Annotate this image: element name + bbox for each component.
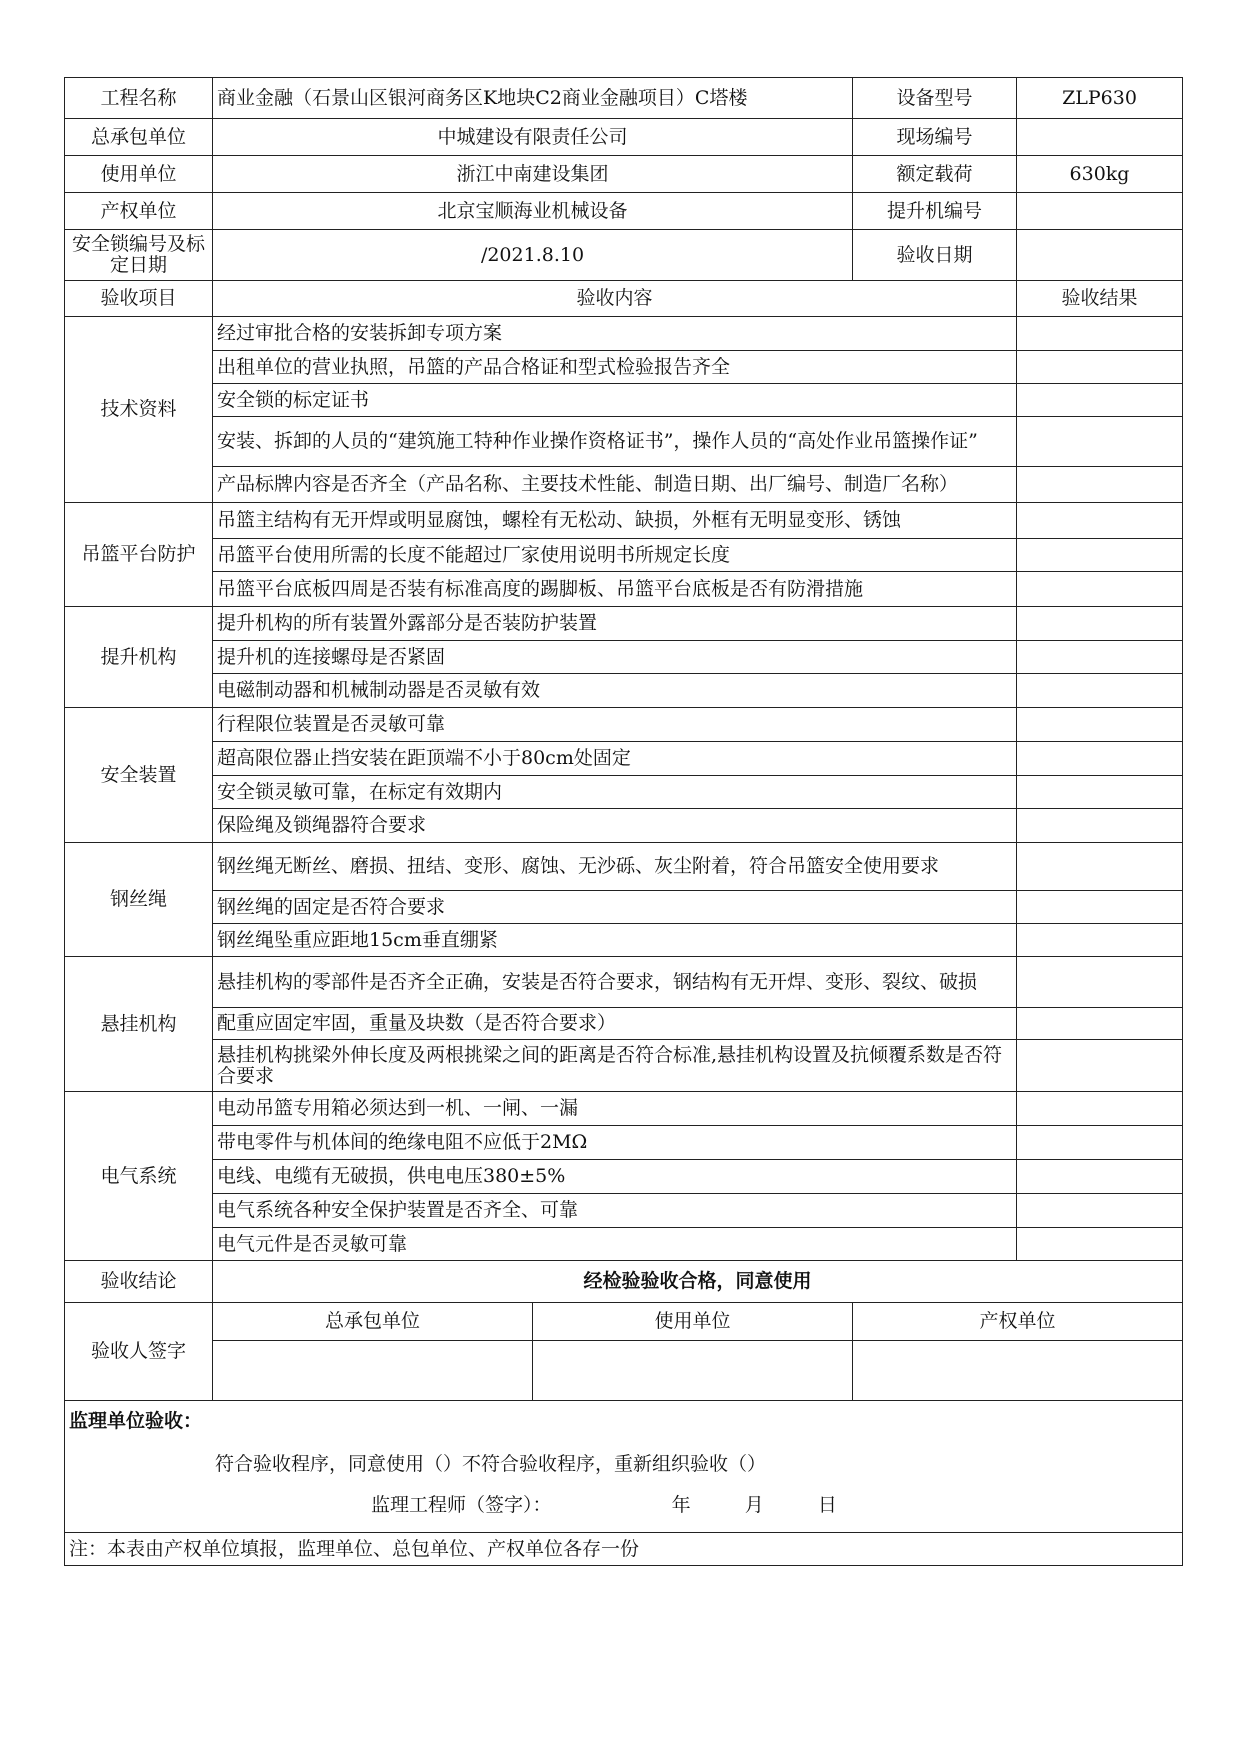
section-row xyxy=(65,317,1183,351)
inspection-result-cell[interactable] xyxy=(1017,957,1183,1008)
row-column-headers xyxy=(65,281,1183,317)
section-row xyxy=(65,776,1183,809)
inspection-item-text: 安全锁灵敏可靠，在标定有效期内 xyxy=(213,776,1017,809)
date-label: 验收日期 xyxy=(853,230,1017,281)
column-header-result: 验收结果 xyxy=(1017,281,1183,317)
section-name: 提升机构 xyxy=(65,607,213,708)
inspection-result-cell[interactable] xyxy=(1017,641,1183,674)
inspection-item-text: 超高限位器止挡安装在距顶端不小于80cm处固定 xyxy=(213,742,1017,776)
section-row xyxy=(65,467,1183,503)
section-row xyxy=(65,742,1183,776)
inspection-item-text: 安装、拆卸的人员的“建筑施工特种作业操作资格证书”，操作人员的“高处作业吊篮操作证” xyxy=(213,417,1017,467)
inspection-item-text: 出租单位的营业执照，吊篮的产品合格证和型式检验报告齐全 xyxy=(213,351,1017,384)
inspection-result-cell[interactable] xyxy=(1017,1160,1183,1194)
column-header-item: 验收项目 xyxy=(65,281,213,317)
section-row xyxy=(65,1194,1183,1228)
inspection-item-text: 配重应固定牢固，重量及块数（是否符合要求） xyxy=(213,1008,1017,1040)
section-row xyxy=(65,924,1183,957)
inspection-result-cell[interactable] xyxy=(1017,1126,1183,1160)
row-signature-headers xyxy=(65,1303,1183,1341)
acceptance-form-table xyxy=(64,77,1183,1566)
row-project xyxy=(65,78,1183,119)
inspection-item-text: 带电零件与机体间的绝缘电阻不应低于2MΩ xyxy=(213,1126,1017,1160)
project-value: 商业金融（石景山区银河商务区K地块C2商业金融项目）C塔楼 xyxy=(213,78,853,119)
row-note xyxy=(65,1533,1183,1566)
row-user xyxy=(65,156,1183,193)
section-row xyxy=(65,1092,1183,1126)
row-lock xyxy=(65,230,1183,281)
inspection-result-cell[interactable] xyxy=(1017,1092,1183,1126)
owner-label: 产权单位 xyxy=(65,193,213,230)
inspection-item-text: 电磁制动器和机械制动器是否灵敏有效 xyxy=(213,674,1017,708)
hoist-no-value[interactable] xyxy=(1017,193,1183,230)
load-label: 额定载荷 xyxy=(853,156,1017,193)
project-label: 工程名称 xyxy=(65,78,213,119)
conclusion-value[interactable]: 经检验验收合格，同意使用 xyxy=(213,1261,1183,1303)
inspection-result-cell[interactable] xyxy=(1017,572,1183,607)
load-value[interactable]: 630kg xyxy=(1017,156,1183,193)
user-value[interactable]: 浙江中南建设集团 xyxy=(213,156,853,193)
inspection-result-cell[interactable] xyxy=(1017,924,1183,957)
inspection-item-text: 悬挂机构的零部件是否齐全正确，安装是否符合要求，钢结构有无开焊、变形、裂纹、破损 xyxy=(213,957,1017,1008)
section-row xyxy=(65,809,1183,843)
supervision-title: 监理单位验收： xyxy=(69,1410,203,1432)
inspection-item-text: 产品标牌内容是否齐全（产品名称、主要技术性能、制造日期、出厂编号、制造厂名称） xyxy=(213,467,1017,503)
inspection-result-cell[interactable] xyxy=(1017,417,1183,467)
inspection-result-cell[interactable] xyxy=(1017,467,1183,503)
inspection-item-text: 吊篮主结构有无开焊或明显腐蚀，螺栓有无松动、缺损，外框有无明显变形、锈蚀 xyxy=(213,503,1017,539)
lock-value[interactable]: /2021.8.10 xyxy=(213,230,853,281)
inspection-item-text: 提升机构的所有装置外露部分是否装防护装置 xyxy=(213,607,1017,641)
section-name: 安全装置 xyxy=(65,708,213,843)
inspection-item-text: 电线、电缆有无破损，供电电压380±5% xyxy=(213,1160,1017,1194)
supervision-year: 年 xyxy=(671,1494,691,1516)
column-header-content: 验收内容 xyxy=(213,281,1017,317)
supervision-month: 月 xyxy=(744,1494,764,1516)
row-contractor xyxy=(65,119,1183,156)
inspection-sections xyxy=(65,317,1183,1261)
inspection-result-cell[interactable] xyxy=(1017,843,1183,891)
model-value[interactable]: ZLP630 xyxy=(1017,78,1183,119)
form-note: 注：本表由产权单位填报，监理单位、总包单位、产权单位各存一份 xyxy=(65,1533,1183,1566)
inspection-item-text: 保险绳及锁绳器符合要求 xyxy=(213,809,1017,843)
section-name: 吊篮平台防护 xyxy=(65,503,213,607)
section-row xyxy=(65,708,1183,742)
row-conclusion xyxy=(65,1261,1183,1303)
inspection-item-text: 电气元件是否灵敏可靠 xyxy=(213,1228,1017,1261)
inspection-item-text: 钢丝绳无断丝、磨损、扭结、变形、腐蚀、无沙砾、灰尘附着，符合吊篮安全使用要求 xyxy=(213,843,1017,891)
section-row xyxy=(65,572,1183,607)
section-row xyxy=(65,417,1183,467)
date-value[interactable] xyxy=(1017,230,1183,281)
section-row xyxy=(65,1160,1183,1194)
section-row xyxy=(65,1040,1183,1092)
inspection-result-cell[interactable] xyxy=(1017,317,1183,351)
section-row xyxy=(65,351,1183,384)
section-name: 电气系统 xyxy=(65,1092,213,1261)
section-row xyxy=(65,1126,1183,1160)
conclusion-label: 验收结论 xyxy=(65,1261,213,1303)
owner-value[interactable]: 北京宝顺海业机械设备 xyxy=(213,193,853,230)
signature-user-box[interactable] xyxy=(533,1341,853,1401)
section-row xyxy=(65,891,1183,924)
inspection-result-cell[interactable] xyxy=(1017,674,1183,708)
inspection-item-text: 吊篮平台底板四周是否装有标准高度的踢脚板、吊篮平台底板是否有防滑措施 xyxy=(213,572,1017,607)
inspection-item-text: 吊篮平台使用所需的长度不能超过厂家使用说明书所规定长度 xyxy=(213,539,1017,572)
supervision-day: 日 xyxy=(817,1494,837,1516)
hoist-no-label: 提升机编号 xyxy=(853,193,1017,230)
inspection-item-text: 行程限位装置是否灵敏可靠 xyxy=(213,708,1017,742)
inspection-item-text: 安全锁的标定证书 xyxy=(213,384,1017,417)
inspection-result-cell[interactable] xyxy=(1017,351,1183,384)
section-row xyxy=(65,1228,1183,1261)
inspection-item-text: 钢丝绳坠重应距地15cm垂直绷紧 xyxy=(213,924,1017,957)
row-supervision xyxy=(65,1401,1183,1533)
inspection-item-text: 钢丝绳的固定是否符合要求 xyxy=(213,891,1017,924)
inspection-result-cell[interactable] xyxy=(1017,1008,1183,1040)
supervision-engineer-label: 监理工程师（签字）： xyxy=(371,1494,552,1516)
section-row xyxy=(65,503,1183,539)
section-row xyxy=(65,539,1183,572)
user-label: 使用单位 xyxy=(65,156,213,193)
inspection-result-cell[interactable] xyxy=(1017,776,1183,809)
inspection-item-text: 悬挂机构挑梁外伸长度及两根挑梁之间的距离是否符合标准,悬挂机构设置及抗倾覆系数是否符合要求 xyxy=(213,1040,1017,1092)
inspection-item-text: 电气系统各种安全保护装置是否齐全、可靠 xyxy=(213,1194,1017,1228)
section-row xyxy=(65,641,1183,674)
supervision-options[interactable]: 符合验收程序，同意使用（）不符合验收程序，重新组织验收（） xyxy=(215,1453,767,1475)
section-row xyxy=(65,674,1183,708)
section-row xyxy=(65,384,1183,417)
inspection-result-cell[interactable] xyxy=(1017,708,1183,742)
inspection-item-text: 电动吊篮专用箱必须达到一机、一闸、一漏 xyxy=(213,1092,1017,1126)
inspection-result-cell[interactable] xyxy=(1017,503,1183,539)
inspection-item-text: 经过审批合格的安装拆卸专项方案 xyxy=(213,317,1017,351)
signature-owner-label: 产权单位 xyxy=(853,1303,1183,1341)
inspection-result-cell[interactable] xyxy=(1017,1228,1183,1261)
supervision-cell xyxy=(65,1401,1183,1533)
section-name: 悬挂机构 xyxy=(65,957,213,1092)
inspection-result-cell[interactable] xyxy=(1017,384,1183,417)
inspection-result-cell[interactable] xyxy=(1017,539,1183,572)
signature-label: 验收人签字 xyxy=(65,1303,213,1401)
supervision-engineer-line xyxy=(65,1495,1182,1516)
site-no-label: 现场编号 xyxy=(853,119,1017,156)
inspection-result-cell[interactable] xyxy=(1017,809,1183,843)
inspection-result-cell[interactable] xyxy=(1017,607,1183,641)
contractor-value[interactable]: 中城建设有限责任公司 xyxy=(213,119,853,156)
section-name: 技术资料 xyxy=(65,317,213,503)
model-label: 设备型号 xyxy=(853,78,1017,119)
signature-user-label: 使用单位 xyxy=(533,1303,853,1341)
section-row xyxy=(65,957,1183,1008)
section-row xyxy=(65,1008,1183,1040)
row-owner xyxy=(65,193,1183,230)
row-signature-boxes xyxy=(65,1341,1183,1401)
signature-contractor-box[interactable] xyxy=(213,1341,533,1401)
signature-owner-box[interactable] xyxy=(853,1341,1183,1401)
site-no-value[interactable] xyxy=(1017,119,1183,156)
section-row xyxy=(65,607,1183,641)
inspection-result-cell[interactable] xyxy=(1017,1040,1183,1092)
inspection-item-text: 提升机的连接螺母是否紧固 xyxy=(213,641,1017,674)
section-row xyxy=(65,843,1183,891)
signature-contractor-label: 总承包单位 xyxy=(213,1303,533,1341)
lock-label: 安全锁编号及标定日期 xyxy=(65,230,213,281)
inspection-result-cell[interactable] xyxy=(1017,742,1183,776)
section-name: 钢丝绳 xyxy=(65,843,213,957)
inspection-result-cell[interactable] xyxy=(1017,1194,1183,1228)
contractor-label: 总承包单位 xyxy=(65,119,213,156)
inspection-result-cell[interactable] xyxy=(1017,891,1183,924)
